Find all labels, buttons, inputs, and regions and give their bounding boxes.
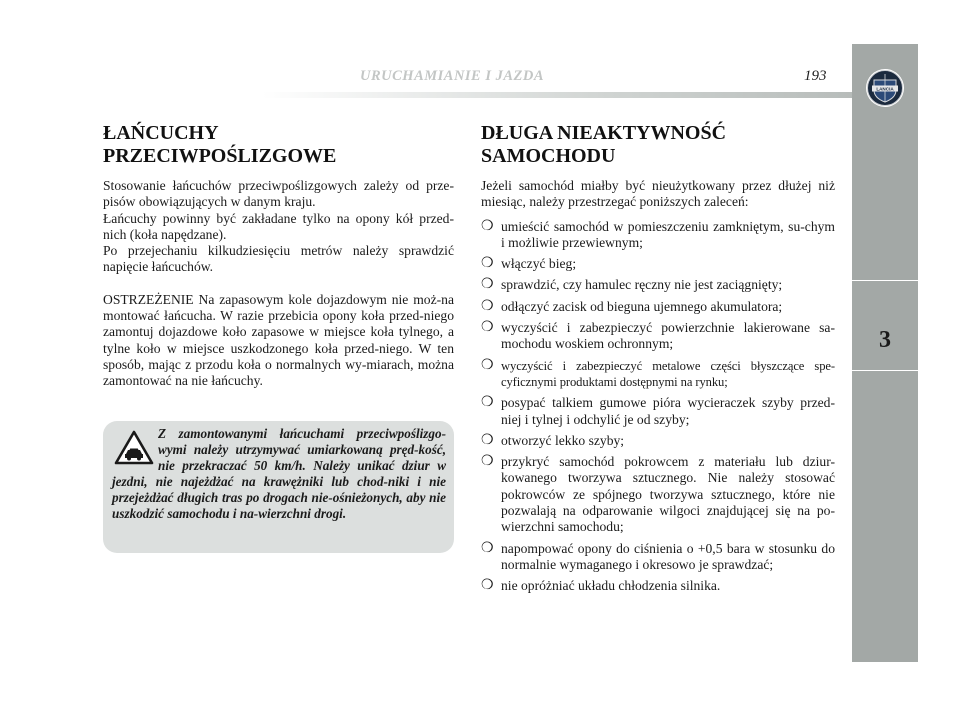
tab-divider-bottom <box>852 370 918 371</box>
title-line: ŁAŃCUCHY <box>103 122 219 144</box>
title-line: SAMOCHODU <box>481 145 616 167</box>
header-rule <box>262 92 852 98</box>
tab-divider-top <box>852 280 918 281</box>
bullet-circle-icon: ❍ <box>481 218 494 234</box>
list-item: ❍ sprawdzić, czy hamulec ręczny nie jest zaciągnięty; <box>481 277 783 293</box>
bullet-circle-icon: ❍ <box>481 256 494 272</box>
list-item: ❍ wyczyścić i zabezpieczyć metalowe części błyszczące spe-cyficznymi produktami dostępnymi na rynku; <box>481 357 835 389</box>
bullet-circle-icon: ❍ <box>481 395 494 411</box>
bullet-circle-icon: ❍ <box>481 432 494 448</box>
page-number: 193 <box>804 68 827 84</box>
bullet-circle-icon: ❍ <box>481 298 494 314</box>
storage-checklist <box>481 219 835 595</box>
list-item: ❍ nie opróżniać układu chłodzenia silnika. <box>481 578 721 594</box>
paragraph: Łańcuchy powinny być zakładane tylko na opony kół przed-nich (koła napędzane). <box>103 210 454 242</box>
bullet-circle-icon: ❍ <box>481 277 494 293</box>
left-column <box>103 122 454 390</box>
bullet-circle-icon: ❍ <box>481 357 494 373</box>
warning-box <box>103 421 454 553</box>
warning-paragraph: OSTRZEŻENIE Na zapasowym kole dojazdowym nie moż-na montować łańcucha. W razie przebicia opony koła przed-niego zamontuj dojazdowe koło zapasowe w miejsce koła tylnego, a tylne koło w miejsce uszkodzonego koła przed-niego. W ten sposób, mając z przodu koła o normalnych wy-miarach, można zamontować na nie łańcuchy. <box>103 291 454 389</box>
chapter-tab <box>852 44 918 662</box>
paragraph: Po przejechaniu kilkudziesięciu metrów należy sprawdzić napięcie łańcuchów. <box>103 243 454 275</box>
right-column <box>481 122 835 600</box>
bullet-circle-icon: ❍ <box>481 320 494 336</box>
list-item: ❍ umieścić samochód w pomieszczeniu zamkniętym, su-chym i możliwie przewiewnym; <box>481 218 835 250</box>
bullet-circle-icon: ❍ <box>481 540 494 556</box>
logo-text: LANCIA <box>876 86 894 92</box>
list-item: ❍ napompować opony do ciśnienia o +0,5 bara w stosunku do normalnie wymaganego i okresowo je sprawdzać; <box>481 540 835 572</box>
warning-car-icon <box>114 430 154 466</box>
list-item: ❍ włączyć bieg; <box>481 256 577 272</box>
list-item: ❍ przykryć samochód pokrowcem z materiału lub dziur-kowanego tworzywa sztucznego. Nie należy stosować pokrowców ze spójnego tworzywa sztucznego, które nie pozwalają na odparowanie wilgoci znajdującej się na po-wierzchni samochodu; <box>481 454 835 535</box>
snow-chains-title <box>103 122 454 168</box>
list-item: ❍ posypać talkiem gumowe pióra wycieraczek szyby przed-niej i tylnej i odchylić je od szyby; <box>481 395 835 427</box>
list-item: ❍ odłączyć zacisk od bieguna ujemnego akumulatora; <box>481 298 783 314</box>
title-line: PRZECIWPOŚLIZGOWE <box>103 145 337 167</box>
storage-title <box>481 122 835 168</box>
lancia-logo-icon <box>865 68 905 108</box>
list-item: ❍ wyczyścić i zabezpieczyć powierzchnie lakierowane sa-mochodu woskiem ochronnym; <box>481 320 835 352</box>
title-line: DŁUGA NIEAKTYWNOŚĆ <box>481 122 727 144</box>
bullet-circle-icon: ❍ <box>481 578 494 594</box>
running-head: URUCHAMIANIE I JAZDA <box>360 68 545 84</box>
warning-text: Z zamontowanymi łańcuchami przeciwpoślizgo-wymi należy utrzymywać umiarkowaną pręd-kość, nie przekraczać 50 km/h. Należy unikać dziur w jezdni, nie najeżdżać na krawężniki lub chod-niki i nie przejeżdżać długich tras po drogach nie-ośnieżonych, aby nie uszkodzić samochodu i na-wierzchni drogi. <box>112 426 446 521</box>
list-item: ❍ otworzyć lekko szyby; <box>481 432 625 448</box>
bullet-circle-icon: ❍ <box>481 454 494 470</box>
chapter-number: 3 <box>879 327 891 353</box>
paragraph: Stosowanie łańcuchów przeciwpoślizgowych zależy od prze-pisów obowiązujących w danym kraju. <box>103 178 454 210</box>
intro-paragraph: Jeżeli samochód miałby być nieużytkowany przez dłużej niż miesiąc, należy przestrzegać poniższych zaleceń: <box>481 178 835 210</box>
